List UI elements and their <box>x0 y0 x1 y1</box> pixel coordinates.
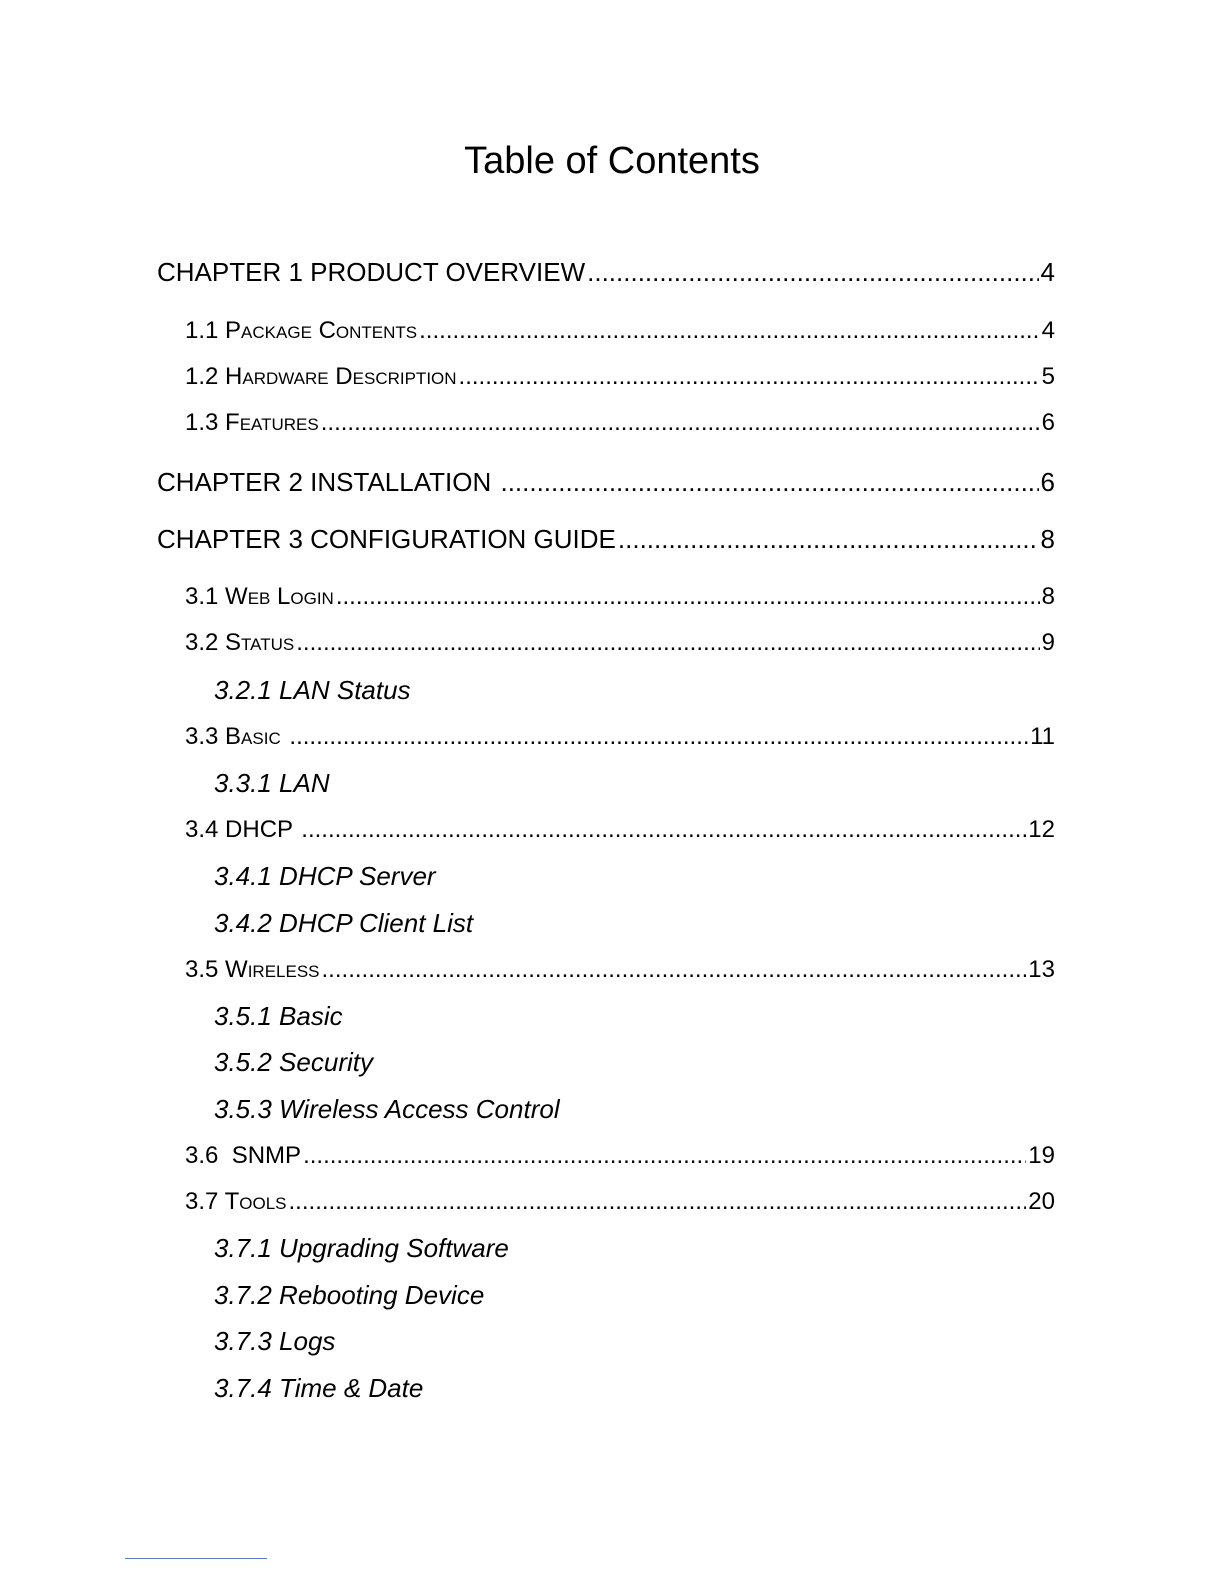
toc-page-number: 5 <box>1041 363 1055 390</box>
toc-section-number: 1.1 <box>185 317 219 344</box>
toc-subsection-title: 3.7.1 Upgrading Software <box>214 1233 509 1263</box>
toc-subsection-title: 3.4.2 DHCP Client List <box>214 908 474 938</box>
toc-page-number: 20 <box>1028 1188 1055 1215</box>
toc-subsection-title: 3.7.3 Logs <box>214 1326 336 1356</box>
toc-section-3-2[interactable] <box>185 628 1055 658</box>
toc-page-number: 8 <box>1041 583 1055 610</box>
toc-section-number: 3.6 <box>185 1142 219 1169</box>
toc-section-title: Basic <box>225 723 281 750</box>
toc-subsection-title: 3.5.1 Basic <box>214 1001 343 1031</box>
toc-subsection-title: 3.5.3 Wireless Access Control <box>214 1094 560 1124</box>
toc-section-number: 3.4 <box>185 816 219 843</box>
toc-dot-leader <box>336 582 1040 612</box>
toc-section-title: Web Login <box>225 583 334 610</box>
toc-section-title: Tools <box>224 1188 287 1215</box>
toc-dot-leader <box>500 466 1038 498</box>
toc-section-number: 1.2 <box>185 363 219 390</box>
toc-section-3-1[interactable] <box>185 582 1055 612</box>
toc-subsection-3-2-1[interactable] <box>214 674 914 706</box>
toc-chapter-number: CHAPTER 1 <box>157 257 303 287</box>
toc-section-title: Package Contents <box>225 317 418 344</box>
toc-dot-leader <box>296 628 1039 658</box>
toc-chapter-number: CHAPTER 2 <box>157 467 303 497</box>
toc-chapter-2[interactable] <box>157 466 1055 498</box>
toc-subsection-3-7-2[interactable] <box>214 1279 914 1311</box>
toc-chapter-1[interactable] <box>157 256 1055 288</box>
toc-subsection-3-5-2[interactable] <box>214 1046 914 1078</box>
toc-dot-leader <box>301 815 1026 845</box>
toc-section-1-3[interactable] <box>185 408 1055 438</box>
toc-section-title: SNMP <box>231 1142 302 1169</box>
toc-section-3-6[interactable] <box>185 1141 1055 1171</box>
toc-section-number: 3.1 <box>185 583 219 610</box>
toc-subsection-3-5-1[interactable] <box>214 1000 914 1032</box>
toc-subsection-3-7-3[interactable] <box>214 1325 914 1357</box>
toc-dot-leader <box>321 408 1040 438</box>
toc-page-number: 19 <box>1028 1142 1055 1169</box>
toc-section-title: Status <box>225 629 295 656</box>
toc-section-number: 3.3 <box>185 723 219 750</box>
toc-dot-leader <box>303 1141 1026 1171</box>
toc-page-number: 11 <box>1030 723 1055 750</box>
toc-subsection-3-4-1[interactable] <box>214 860 914 892</box>
toc-section-3-3[interactable] <box>185 722 1055 752</box>
toc-subsection-title: 3.4.1 DHCP Server <box>214 861 436 891</box>
toc-chapter-3[interactable] <box>157 523 1055 555</box>
toc-subsection-3-7-4[interactable] <box>214 1372 914 1404</box>
toc-section-title: Features <box>225 409 319 436</box>
toc-page-number: 6 <box>1040 467 1055 497</box>
toc-section-3-5[interactable] <box>185 955 1055 985</box>
toc-section-number: 3.7 <box>185 1188 219 1215</box>
toc-dot-leader <box>618 523 1039 555</box>
toc-section-number: 3.2 <box>185 629 219 656</box>
toc-section-number: 1.3 <box>185 409 219 436</box>
toc-page-number: 6 <box>1041 409 1055 436</box>
toc-dot-leader <box>459 362 1040 392</box>
toc-dot-leader <box>322 955 1027 985</box>
toc-subsection-title: 3.7.2 Rebooting Device <box>214 1280 485 1310</box>
toc-subsection-3-5-3[interactable] <box>214 1093 914 1125</box>
toc-section-1-1[interactable] <box>185 316 1055 346</box>
toc-section-title: Hardware Description <box>225 363 457 390</box>
toc-page-number: 12 <box>1028 816 1055 843</box>
toc-section-3-4[interactable] <box>185 815 1055 845</box>
toc-page-number: 4 <box>1040 257 1055 287</box>
toc-subsection-3-3-1[interactable] <box>214 767 914 799</box>
toc-subsection-title: 3.7.4 Time & Date <box>214 1373 424 1403</box>
toc-chapter-title: INSTALLATION <box>310 467 492 497</box>
toc-section-1-2[interactable] <box>185 362 1055 392</box>
toc-page-number: 9 <box>1041 629 1055 656</box>
toc-section-3-7[interactable] <box>185 1187 1055 1217</box>
page-title: Table of Contents <box>464 140 760 182</box>
toc-subsection-3-7-1[interactable] <box>214 1232 914 1264</box>
toc-subsection-title: 3.5.2 Security <box>214 1047 373 1077</box>
toc-dot-leader <box>289 1187 1027 1217</box>
toc-dot-leader <box>289 722 1028 752</box>
toc-section-title: DHCP <box>225 816 293 843</box>
toc-page-number: 8 <box>1040 524 1055 554</box>
toc-chapter-title: CONFIGURATION GUIDE <box>310 524 616 554</box>
footnote-separator <box>125 1558 267 1559</box>
toc-chapter-number: CHAPTER 3 <box>157 524 303 554</box>
toc-page-number: 13 <box>1028 956 1055 983</box>
toc-subsection-3-4-2[interactable] <box>214 907 914 939</box>
toc-subsection-title: 3.3.1 LAN <box>214 768 330 798</box>
toc-page-number: 4 <box>1041 317 1055 344</box>
toc-dot-leader <box>587 256 1038 288</box>
toc-dot-leader <box>419 316 1040 346</box>
toc-section-title: Wireless <box>225 956 320 983</box>
toc-chapter-title: PRODUCT OVERVIEW <box>310 257 586 287</box>
toc-section-number: 3.5 <box>185 956 219 983</box>
toc-subsection-title: 3.2.1 LAN Status <box>214 675 411 705</box>
